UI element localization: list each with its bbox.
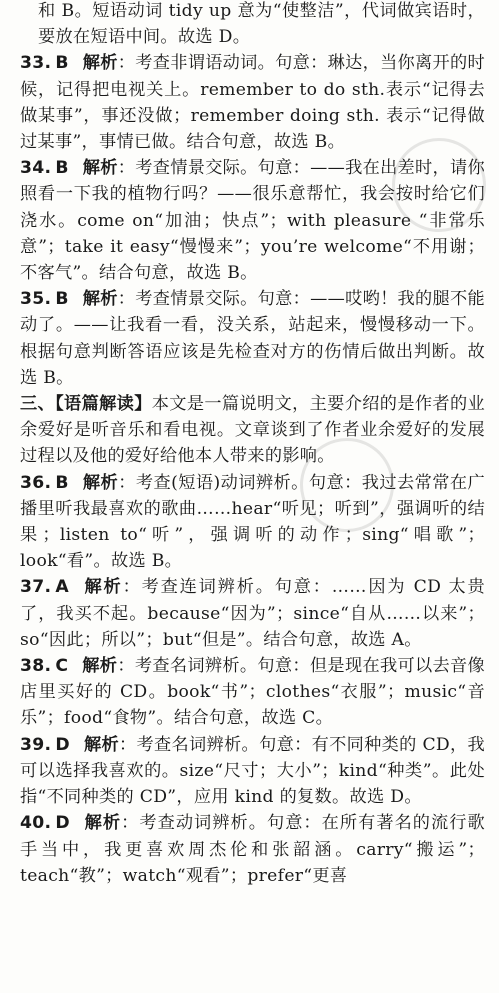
item-label: 解析 [82,289,118,310]
item-number: 40. [20,813,52,834]
intro-text: 和 B。短语动词 tidy up 意为“使整洁”，代词做宾语时，要放在短语中间。故选 D。 [38,1,485,48]
intro-paragraph [20,0,485,50]
item-text: ：考查情景交际。句意：——我在出差时，请你照看一下我的植物行吗？——很乐意帮忙，我会按时给它们浇水。come on“加油；快点”；with pleasure “非常乐意”；take it easy“慢慢来”；you’re welcome“不用谢；不客气”。结合句意，故选 B。 [20,158,485,284]
item-number: 36. [20,472,52,493]
item-number: 35. [20,289,52,310]
answer-item-34 [20,155,485,286]
item-text: ：考查非谓语动词。句意：琳达，当你离开的时候，记得把电视关上。remember to do sth.表示“记得去做某事”，事还没做；remember doing sth. 表示“记得做过某事”，事情已做。结合句意，故选 B。 [20,53,485,153]
item-text: ：考查(短语)动词辨析。句意：我过去常常在广播里听我最喜欢的歌曲……hear“听见；听到”，强调听的结果；listen to“听”，强调听的动作；sing“唱歌”；look“看”。故选 B。 [20,472,485,572]
item-label: 解析 [82,472,119,493]
item-label: 解析 [82,656,118,677]
item-answer: B [55,472,69,493]
item-answer: C [55,656,69,677]
answer-item-33 [20,50,485,155]
item-answer: B [55,289,69,310]
item-number: 34. [20,158,52,179]
item-answer: D [55,813,70,834]
item-label: 解析 [83,734,119,755]
item-label: 解析 [82,577,123,598]
item-answer: B [55,53,69,74]
item-number: 37. [20,577,52,598]
item-number: 39. [20,734,52,755]
answer-item-35 [20,286,485,391]
item-number: 38. [20,656,52,677]
answer-item-39 [20,732,485,811]
item-number: 33. [20,53,52,74]
item-text: ：考查名词辨析。句意：有不同种类的 CD，我可以选择我喜欢的。size“尺寸；大小”；kind“种类”。此处指“不同种类的 CD”，应用 kind 的复数。故选 D。 [20,734,485,808]
section-text: 本文是一篇说明文，主要介绍的是作者的业余爱好是听音乐和看电视。文章谈到了作者业余爱好的发展过程以及他的爱好给他本人带来的影响。 [20,394,485,467]
answer-item-38 [20,653,485,732]
item-text: ：考查动词辨析。句意：在所有著名的流行歌手当中，我更喜欢周杰伦和张韶涵。carry“搬运”；teach“教”；watch“观看”；prefer“更喜 [20,813,485,886]
section-prefix: 三、 [20,394,56,415]
item-text: ：考查连词辨析。句意：……因为 CD 太贵了，我买不起。because“因为”；since“自从……以来”；so“因此；所以”；but“但是”。结合句意，故选 A。 [20,577,485,650]
answer-item-36 [20,470,485,575]
section-title: 【语篇解读】 [55,394,152,415]
section-3-summary [20,391,485,470]
answer-item-37 [20,574,485,653]
item-label: 解析 [82,53,118,74]
item-answer: B [55,158,69,179]
item-text: ：考查情景交际。句意：——哎哟！我的腿不能动了。——让我看一看，没关系，站起来，慢慢移动一下。根据句意判断答语应该是先检查对方的伤情后做出判断。故选 B。 [20,289,485,388]
item-answer: A [55,577,69,598]
answer-item-40 [20,810,485,889]
item-text: ：考查名词辨析。句意：但是现在我可以去音像店里买好的 CD。book“书”；clothes“衣服”；music“音乐”；food“食物”。结合句意，故选 C。 [20,656,485,729]
item-label: 解析 [82,158,118,179]
item-answer: D [55,734,70,755]
item-label: 解析 [83,813,122,834]
